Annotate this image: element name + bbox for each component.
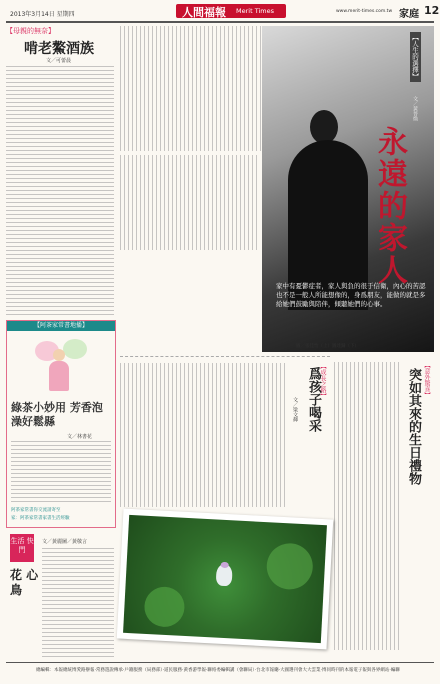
growth-byline: 文／梁文輝 xyxy=(292,397,298,422)
box-body xyxy=(11,441,111,503)
surprise-article xyxy=(334,356,434,656)
feature-byline: 文／黃晉焕 xyxy=(412,96,418,121)
feature-text-columns-2 xyxy=(120,155,260,250)
flower-title: 花 心 鳥 xyxy=(10,568,39,597)
flower-body xyxy=(42,548,114,658)
section-name: 家庭 xyxy=(399,9,419,20)
growth-body xyxy=(120,363,288,507)
box-byline: 文／林書花 xyxy=(67,434,93,440)
left-article xyxy=(6,26,114,316)
feature-photo xyxy=(262,26,434,352)
article-title: 啃老鰲酒族 xyxy=(24,41,94,57)
page-number: 12 xyxy=(424,4,440,17)
growth-title: 爲孩子喝采 xyxy=(306,367,321,432)
growth-tag: 【成長之路】 xyxy=(319,363,326,399)
footer-text: 總編輯：本報總統博愛路辦報‧常務遊說傳承‧戶籍服務（局務部）‧道民服務‧黃香游學報‧聯絡委編輯講（會聯局）‧台北市報廳‧大國選刊會大大雲業‧博同時刊的本報電子報與各界網站‧編聯 xyxy=(36,668,400,673)
box-title: 綠茶小妙用 芳香泡澡好鬆縣 xyxy=(11,401,103,428)
flower-badge: 生活 快門 xyxy=(10,534,34,562)
green-tea-box xyxy=(6,320,116,528)
feature-tag: 【人生的選擇】 xyxy=(411,34,419,80)
flower-photo xyxy=(117,509,334,650)
newspaper-logo xyxy=(176,4,286,18)
box-footer-1: 阿茶家常書你交流請寄至 xyxy=(11,508,61,513)
logo-en: Merit Times xyxy=(236,7,274,15)
box-footer-2: 家：阿茶家常書家書生活經驗 xyxy=(11,516,70,521)
article-byline: 文／可蕾晨 xyxy=(46,58,72,64)
surprise-tag: 【意外驚喜】 xyxy=(423,362,430,398)
feature-caption: 家中有憂鬱症者，家人與負的很于信衛，內心的苦認也不是一般人所能想像的，身爲朋友，能做的就是多給她們鼓勵與陪伴，傾聽她們的心事。 xyxy=(276,282,426,308)
flower-article xyxy=(6,532,114,660)
article-tag: 【母親的無奈】 xyxy=(6,27,55,35)
surprise-title: 突如其來的生日禮物 xyxy=(406,368,421,485)
box-tag: 【阿茶家常書地播】 xyxy=(7,321,115,331)
fairy-illustration xyxy=(25,335,97,397)
surprise-body xyxy=(334,362,400,650)
growth-article xyxy=(120,356,330,511)
man-silhouette xyxy=(282,106,372,306)
masthead xyxy=(6,3,440,23)
article-body xyxy=(6,66,114,316)
logo-cn: 人間福報 xyxy=(182,6,226,19)
photo-credit: 圖／張佳怡（上）圖達歸（下） xyxy=(296,344,359,349)
page-footer xyxy=(6,662,434,679)
flower-byline: 文／黃麗圖／黃敬言 xyxy=(42,539,88,545)
feature-title: 永遠的家人 xyxy=(372,126,407,286)
site-url: www.merit-times.com.tw xyxy=(336,9,393,14)
issue-date: 2013年3月14日 星期四 xyxy=(10,11,75,18)
